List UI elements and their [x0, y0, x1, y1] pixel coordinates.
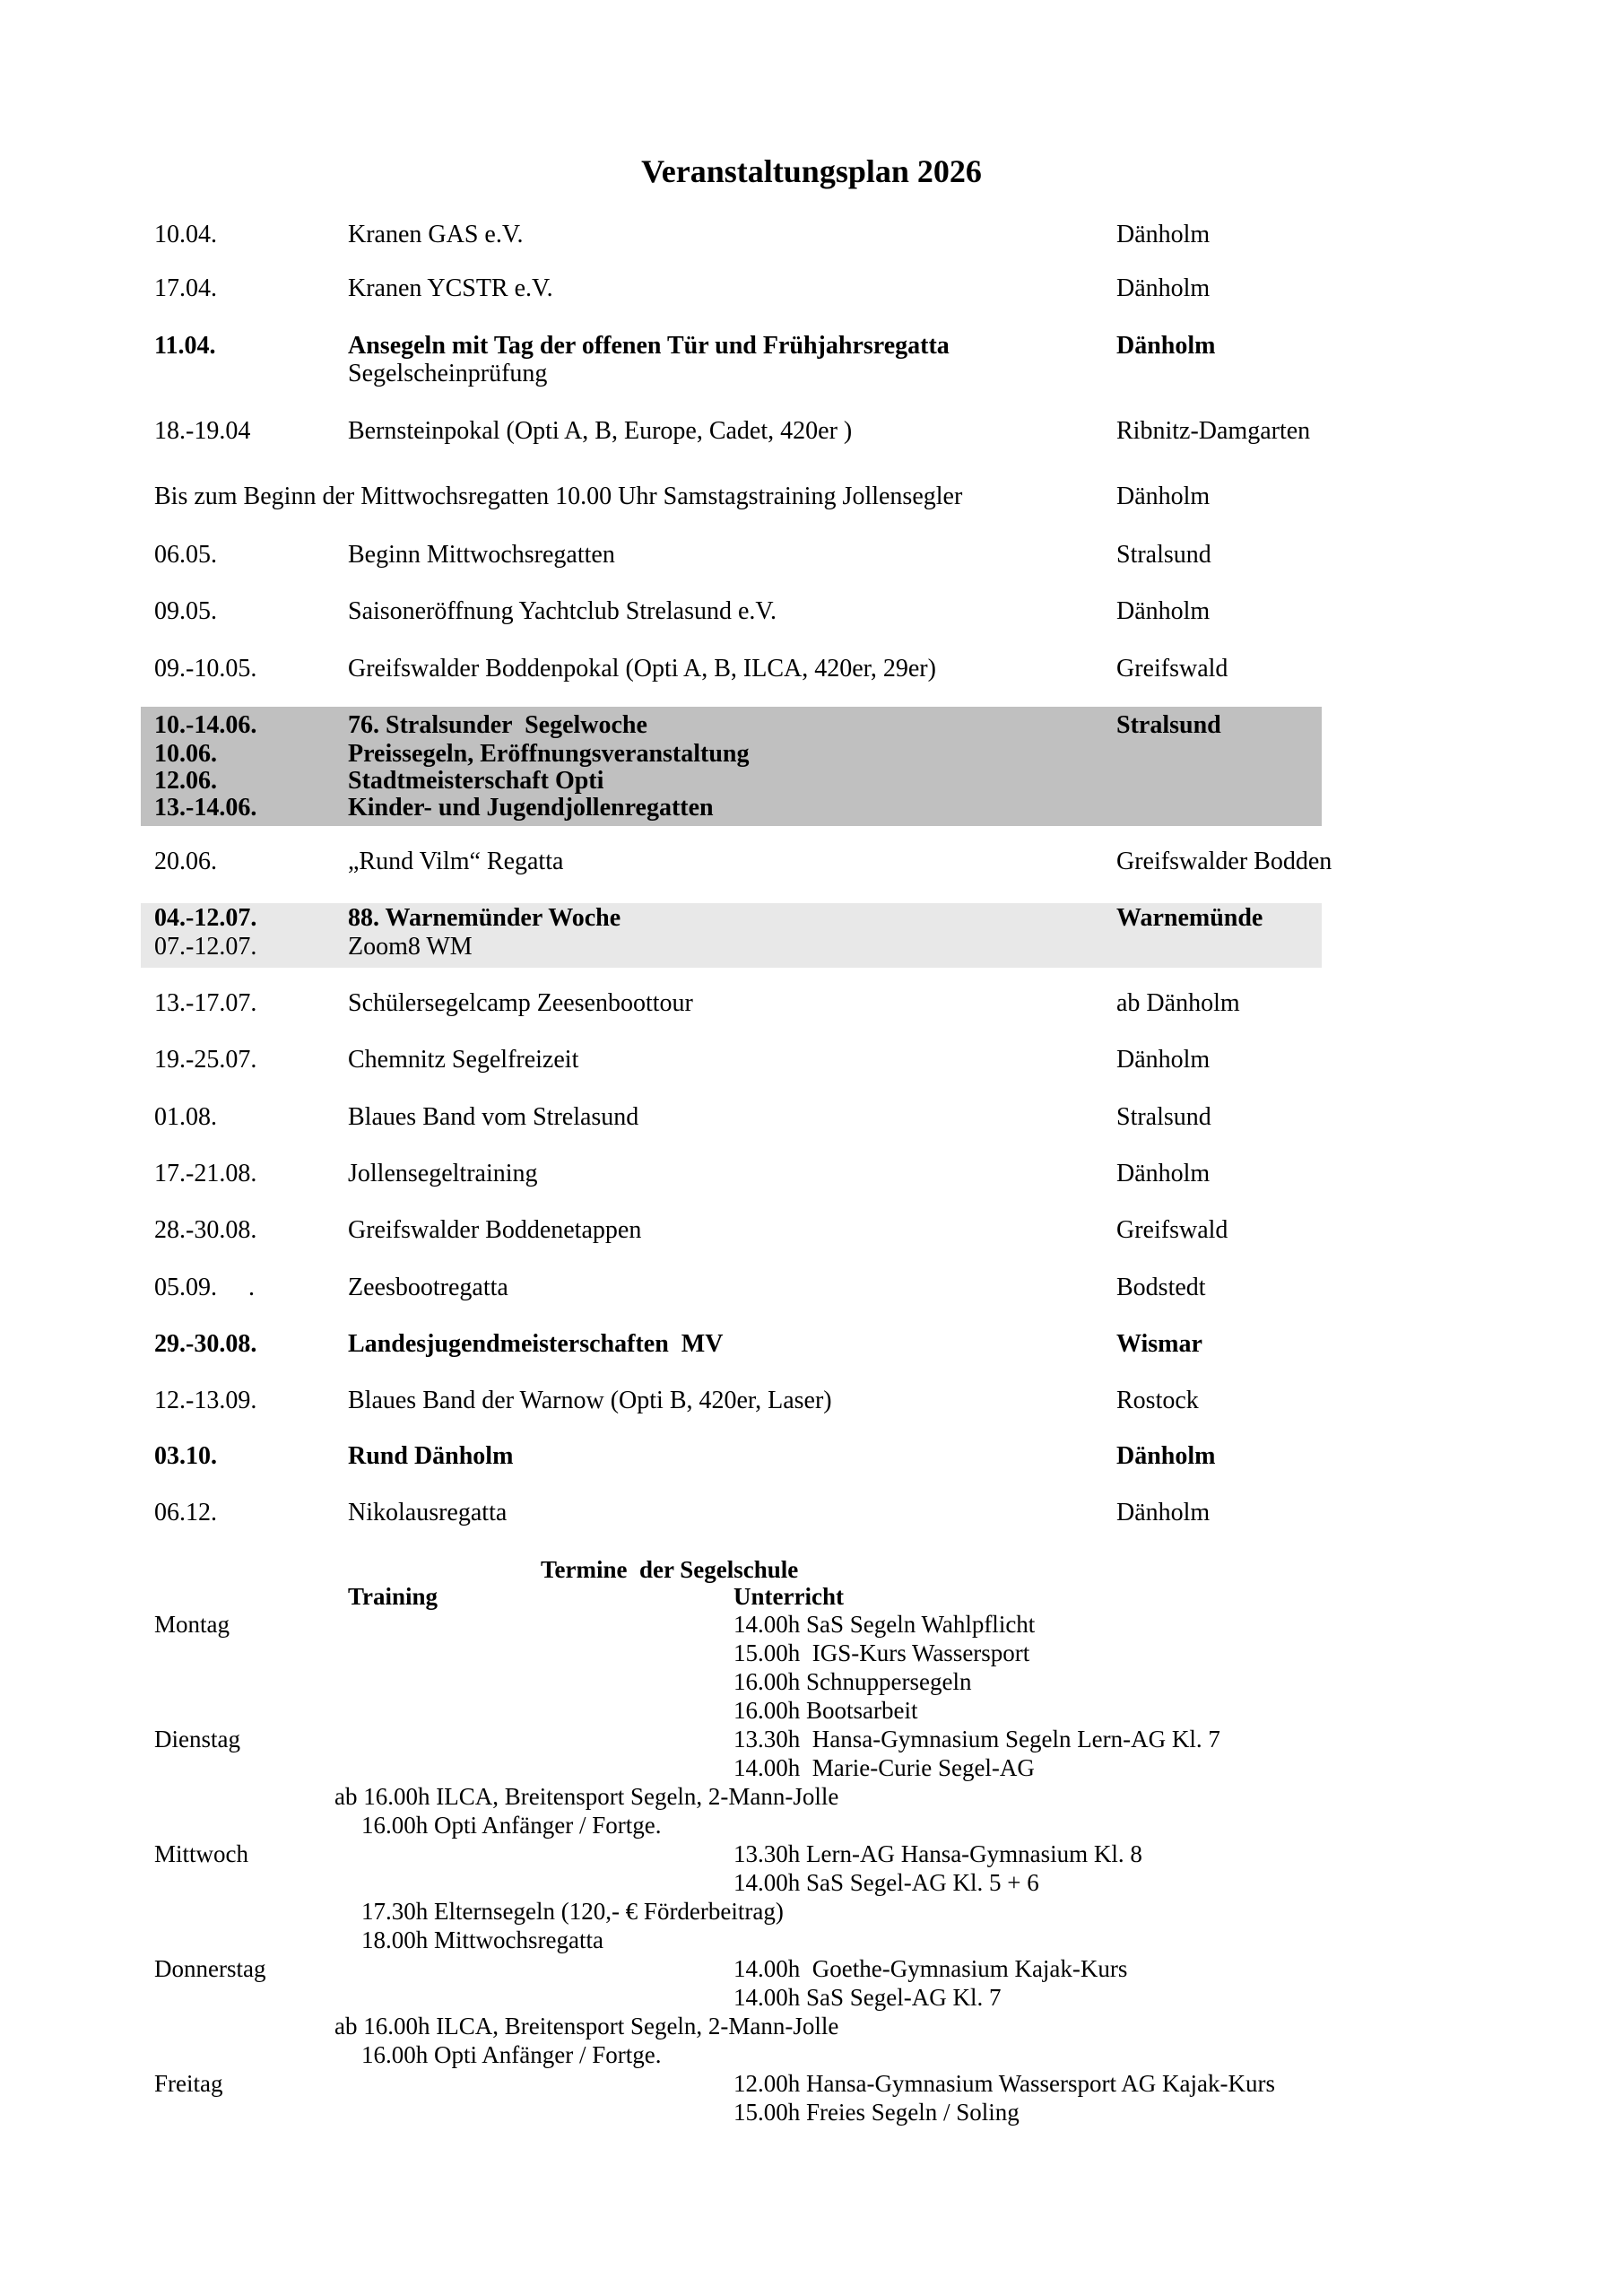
- event-row: [0, 1046, 1623, 1076]
- event-date: 28.-30.08.: [154, 1216, 257, 1244]
- event-row: [0, 483, 1623, 513]
- event-row: [0, 740, 1623, 770]
- event-name: Nikolausregatta: [348, 1499, 508, 1526]
- event-date: 13.-17.07.: [154, 989, 257, 1017]
- event-name: Kranen GAS e.V.: [348, 221, 524, 248]
- event-row: [0, 221, 1623, 251]
- event-location: Dänholm: [1116, 1442, 1216, 1470]
- event-date: 29.-30.08.: [154, 1330, 257, 1358]
- event-location: Rostock: [1116, 1387, 1199, 1414]
- schedule-entry: 12.00h Hansa-Gymnasium Wassersport AG Kajak-Kurs: [733, 2070, 1275, 2097]
- event-name: Schülersegelcamp Zeesenboottour: [348, 989, 693, 1017]
- segelschule-title: Termine der Segelschule: [541, 1556, 799, 1583]
- event-date: 20.06.: [154, 848, 217, 875]
- event-row: [0, 1387, 1623, 1417]
- day-label: Freitag: [154, 2070, 223, 2097]
- event-location: Ribnitz-Damgarten: [1116, 417, 1311, 445]
- event-location: Dänholm: [1116, 332, 1216, 360]
- schedule-entry: 14.00h Marie-Curie Segel-AG: [733, 1754, 1035, 1781]
- event-date: 03.10.: [154, 1442, 217, 1470]
- event-date: 01.08.: [154, 1103, 217, 1131]
- day-label: Donnerstag: [154, 1955, 266, 1982]
- event-name: Bis zum Beginn der Mittwochsregatten 10.00 Uhr Samstagstraining Jollensegler: [154, 483, 963, 510]
- event-row: [0, 1160, 1623, 1190]
- event-name: Rund Dänholm: [348, 1442, 514, 1470]
- schedule-entry: 18.00h Mittwochsregatta: [361, 1926, 603, 1953]
- event-location: Bodstedt: [1116, 1274, 1206, 1301]
- event-location: Dänholm: [1116, 1046, 1211, 1074]
- event-location: Dänholm: [1116, 1499, 1211, 1526]
- event-date: 10.06.: [154, 740, 217, 768]
- event-location: ab Dänholm: [1116, 989, 1240, 1017]
- event-date: 07.-12.07.: [154, 933, 257, 961]
- event-row: [0, 711, 1623, 742]
- day-label: Dienstag: [154, 1726, 240, 1752]
- event-row: [0, 1499, 1623, 1529]
- event-location: Dänholm: [1116, 221, 1211, 248]
- event-name: Kinder- und Jugendjollenregatten: [348, 794, 714, 822]
- event-date: 12.06.: [154, 767, 217, 795]
- event-row: [0, 1216, 1623, 1247]
- schedule-entry: ab 16.00h ILCA, Breitensport Segeln, 2-Mann-Jolle: [334, 1783, 839, 1810]
- event-name: 88. Warnemünder Woche: [348, 904, 621, 932]
- event-note: Segelscheinprüfung: [348, 360, 548, 387]
- event-name: Ansegeln mit Tag der offenen Tür und Frühjahrsregatta: [348, 332, 950, 360]
- event-name: 76. Stralsunder Segelwoche: [348, 711, 647, 739]
- event-name: Landesjugendmeisterschaften MV: [348, 1330, 724, 1358]
- event-name: Blaues Band vom Strelasund: [348, 1103, 639, 1131]
- schedule-entry: 16.00h Opti Anfänger / Fortge.: [361, 1812, 662, 1839]
- event-date: 10.04.: [154, 221, 217, 248]
- event-name: Greifswalder Boddenpokal (Opti A, B, ILCA, 420er, 29er): [348, 655, 936, 683]
- event-row: [0, 655, 1623, 685]
- schedule-entry: 14.00h Goethe-Gymnasium Kajak-Kurs: [733, 1955, 1128, 1982]
- schedule-entry: 13.30h Lern-AG Hansa-Gymnasium Kl. 8: [733, 1840, 1142, 1867]
- event-row: [0, 767, 1623, 797]
- event-date: 11.04.: [154, 332, 216, 360]
- event-row: [0, 1442, 1623, 1473]
- event-date: 04.-12.07.: [154, 904, 257, 932]
- event-row: [0, 848, 1623, 878]
- schedule-entry: 14.00h SaS Segeln Wahlpflicht: [733, 1611, 1036, 1638]
- event-date: 09.-10.05.: [154, 655, 257, 683]
- event-location: Dänholm: [1116, 1160, 1211, 1187]
- event-row: [0, 417, 1623, 448]
- schedule-entry: 17.30h Elternsegeln (120,- € Förderbeitrag): [361, 1898, 784, 1925]
- event-name: Jollensegeltraining: [348, 1160, 538, 1187]
- event-row: [0, 597, 1623, 628]
- event-row: [0, 274, 1623, 305]
- schedule-entry: 14.00h SaS Segel-AG Kl. 7: [733, 1984, 1002, 2011]
- event-date: 17.-21.08.: [154, 1160, 257, 1187]
- event-location: Wismar: [1116, 1330, 1202, 1358]
- event-name: Saisoneröffnung Yachtclub Strelasund e.V.: [348, 597, 777, 625]
- event-name: Chemnitz Segelfreizeit: [348, 1046, 579, 1074]
- event-name: Beginn Mittwochsregatten: [348, 541, 615, 569]
- event-location: Dänholm: [1116, 597, 1211, 625]
- event-name: Bernsteinpokal (Opti A, B, Europe, Cadet, 420er ): [348, 417, 853, 445]
- event-location: Dänholm: [1116, 274, 1211, 302]
- event-location: Greifswalder Bodden: [1116, 848, 1332, 875]
- unterricht-column-header: Unterricht: [733, 1583, 844, 1610]
- event-row: [0, 989, 1623, 1020]
- event-location: Dänholm: [1116, 483, 1211, 510]
- event-date: 17.04.: [154, 274, 217, 302]
- event-name: „Rund Vilm“ Regatta: [348, 848, 564, 875]
- event-name: Zeesbootregatta: [348, 1274, 508, 1301]
- page-title: Veranstaltungsplan 2026: [641, 153, 982, 189]
- event-row: [0, 1103, 1623, 1134]
- event-date: 05.09. .: [154, 1274, 255, 1301]
- event-location: Warnemünde: [1116, 904, 1263, 932]
- event-name: Preissegeln, Eröffnungsveranstaltung: [348, 740, 750, 768]
- schedule-entry: 15.00h IGS-Kurs Wassersport: [733, 1639, 1030, 1666]
- event-row: [0, 1330, 1623, 1361]
- schedule-entry: 15.00h Freies Segeln / Soling: [733, 2099, 1020, 2126]
- event-name: Zoom8 WM: [348, 933, 473, 961]
- event-date: 10.-14.06.: [154, 711, 257, 739]
- event-date: 18.-19.04: [154, 417, 251, 445]
- schedule-entry: 16.00h Schnuppersegeln: [733, 1668, 972, 1695]
- event-row: [0, 541, 1623, 571]
- event-row: [0, 904, 1623, 935]
- event-location: Greifswald: [1116, 1216, 1228, 1244]
- training-column-header: Training: [348, 1583, 438, 1610]
- event-name: Stadtmeisterschaft Opti: [348, 767, 604, 795]
- schedule-entry: 13.30h Hansa-Gymnasium Segeln Lern-AG Kl. 7: [733, 1726, 1220, 1752]
- event-date: 06.12.: [154, 1499, 217, 1526]
- event-row: [0, 1274, 1623, 1304]
- event-row: [0, 332, 1623, 362]
- event-date: 12.-13.09.: [154, 1387, 257, 1414]
- schedule-entry: 14.00h SaS Segel-AG Kl. 5 + 6: [733, 1869, 1039, 1896]
- event-row-note: [0, 360, 1623, 390]
- event-name: Kranen YCSTR e.V.: [348, 274, 553, 302]
- schedule-entry: ab 16.00h ILCA, Breitensport Segeln, 2-Mann-Jolle: [334, 2013, 839, 2039]
- day-label: Mittwoch: [154, 1840, 248, 1867]
- event-location: Greifswald: [1116, 655, 1228, 683]
- event-date: 19.-25.07.: [154, 1046, 257, 1074]
- event-row: [0, 933, 1623, 963]
- day-label: Montag: [154, 1611, 230, 1638]
- event-name: Greifswalder Boddenetappen: [348, 1216, 642, 1244]
- event-date: 06.05.: [154, 541, 217, 569]
- event-location: Stralsund: [1116, 711, 1221, 739]
- event-name: Blaues Band der Warnow (Opti B, 420er, Laser): [348, 1387, 832, 1414]
- schedule-entry: 16.00h Opti Anfänger / Fortge.: [361, 2041, 662, 2068]
- event-row: [0, 794, 1623, 824]
- event-location: Stralsund: [1116, 1103, 1211, 1131]
- schedule-entry: 16.00h Bootsarbeit: [733, 1697, 918, 1724]
- event-date: 09.05.: [154, 597, 217, 625]
- event-location: Stralsund: [1116, 541, 1211, 569]
- event-date: 13.-14.06.: [154, 794, 257, 822]
